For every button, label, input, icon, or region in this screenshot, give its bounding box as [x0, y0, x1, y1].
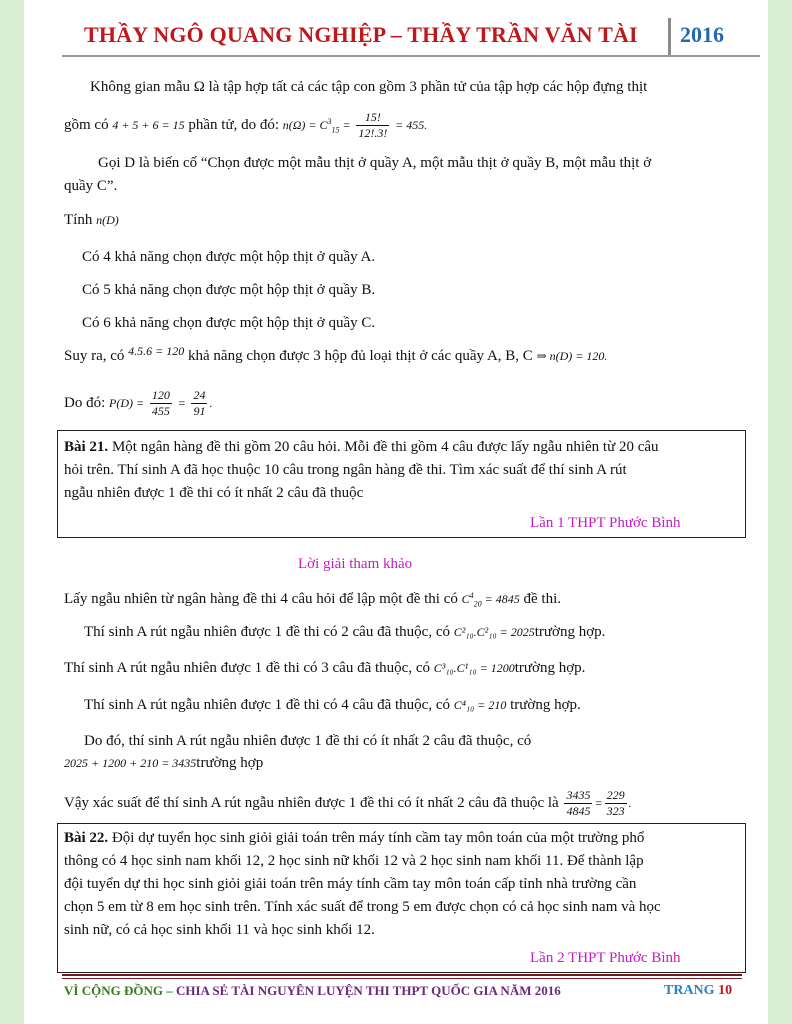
problem-label: Bài 22.: [64, 830, 109, 846]
problem-22-line2: thông có 4 học sinh nam khối 12, 2 học sinh nữ khối 12 và 2 học sinh nam khối 11. Để thành lập: [64, 853, 644, 869]
paragraph-product: [64, 345, 607, 367]
math-sum-total: 2025 + 1200 + 210 = 3435: [64, 756, 197, 770]
math-sum: 4 + 5 + 6 = 15: [112, 117, 185, 132]
fraction-denominator: 91: [193, 404, 206, 418]
page-label: TRANG: [664, 983, 715, 998]
fraction-denominator: 323: [606, 804, 625, 818]
text: Một ngân hàng đề thi gồm 20 câu hỏi. Mỗi đề thi gồm 4 câu được lấy ngẫu nhiên từ 20 câu: [111, 439, 659, 455]
text: Thí sinh A rút ngẫu nhiên được 1 đề thi có 3 câu đã thuộc, có: [64, 660, 430, 676]
fraction-229-323: [605, 788, 627, 819]
text: trường hợp: [196, 755, 264, 771]
solution-line6: [64, 752, 263, 774]
math-result: = 455.: [395, 117, 428, 132]
footer-page: [664, 983, 732, 999]
math-sub: 15: [331, 125, 340, 135]
math-sup: 3: [327, 116, 332, 126]
paragraph-compute-nd: [64, 209, 119, 231]
problem-21-line1: [64, 436, 659, 458]
footer-rule-top: [62, 974, 742, 976]
text: đề thi.: [523, 591, 561, 607]
problem-22-source: Lần 2 THPT Phước Bình: [530, 950, 681, 966]
fraction-numerator: 15!: [356, 110, 389, 126]
paragraph-sample-space-line1: Không gian mẫu Ω là tập hợp tất cả các tập con gồm 3 phần tử của tập hợp các hộp đựng thịt: [90, 79, 648, 95]
math-c-20-4: [461, 591, 520, 609]
fraction-numerator: 120: [151, 388, 170, 402]
math-c: C: [461, 592, 470, 606]
text: Suy ra, có: [64, 348, 125, 364]
footer-slogan-lead: VÌ CỘNG ĐỒNG –: [64, 983, 173, 998]
paragraph-counter-a: Có 4 khả năng chọn được một hộp thịt ở quầy A.: [82, 249, 376, 265]
fraction-numerator: 229: [606, 788, 625, 802]
text: trường hợp.: [514, 660, 586, 676]
text: Tính: [64, 212, 93, 228]
math-value: = 4845: [484, 592, 520, 606]
fraction-numerator: 3435: [566, 788, 591, 802]
problem-21-line2: hỏi trên. Thí sinh A đã học thuộc 10 câu trong ngân hàng đề thi. Tìm xác suất để thí sinh A rút: [64, 462, 627, 478]
solution-heading: Lời giải tham khảo: [298, 556, 413, 572]
footer-slogan-rest: CHIA SẺ TÀI NGUYÊN LUYỆN THI THPT QUỐC GIA NĂM 2016: [172, 983, 561, 998]
math-nd: n(D): [96, 213, 119, 227]
text: gồm có: [64, 116, 109, 133]
solution-line7: Vậy xác suất để thí sinh A rút ngẫu nhiên được 1 đề thi có ít nhất 2 câu đã thuộc là $\frac{3435}{4845}$ = $\frac{229}{323}$ .: [64, 788, 632, 818]
problem-22-line1: [64, 827, 644, 849]
footer-slogan: [64, 983, 561, 999]
header-rule: [62, 55, 760, 57]
fraction-3435-4845: [564, 788, 592, 819]
math-sup: 4: [469, 591, 474, 600]
paragraph-event-d-line2: quầy C”.: [64, 178, 118, 194]
problem-22-line4: chọn 5 em từ 8 em học sinh trên. Tính xác suất để trong 5 em được chọn có cả học sinh nam và học: [64, 899, 661, 915]
page-number: 10: [718, 983, 733, 998]
header-title: THẦY NGÔ QUANG NGHIỆP – THẦY TRẦN VĂN TÀI: [84, 22, 638, 47]
paragraph-counter-b: Có 5 khả năng chọn được một hộp thịt ở quầy B.: [82, 282, 376, 298]
math-nd-result: ⇒ n(D) = 120.: [536, 349, 608, 363]
text: Vậy xác suất để thí sinh A rút ngẫu nhiên được 1 đề thi có ít nhất 2 câu đã thuộc là: [64, 794, 559, 811]
text: Đội dự tuyển học sinh giỏi giải toán trên máy tính cầm tay môn toán của một trường phổ: [111, 830, 645, 846]
text: trường hợp.: [510, 697, 581, 713]
text: khả năng chọn được 3 hộp đủ loại thịt ở các quầy A, B, C: [188, 348, 533, 364]
problem-21-source: Lần 1 THPT Phước Bình: [530, 515, 681, 531]
math-pd: P(D) =: [109, 395, 145, 410]
solution-line1: [64, 585, 561, 615]
solution-line3: [64, 657, 585, 679]
text: Do đó:: [64, 394, 106, 411]
math-n: n(Ω) = C: [282, 117, 328, 132]
solution-line2: [84, 621, 605, 643]
fraction-combination: [356, 110, 389, 141]
problem-22-line5: sinh nữ, có cả học sinh khối 11 và học sinh khối 12.: [64, 922, 375, 938]
solution-line4: [84, 694, 581, 716]
header-separator: [668, 18, 671, 56]
problem-22-line3: đội tuyển dự thi học sinh giỏi giải toán trên máy tính cầm tay môn toán cấp tỉnh nhà trường cần: [64, 876, 637, 892]
math-sub: 20: [473, 599, 482, 609]
math-case-4: C⁴₁₀ = 210: [453, 698, 507, 712]
problem-21-line3: ngẫu nhiên được 1 đề thi có ít nhất 2 câu đã thuộc: [64, 485, 364, 501]
text: Thí sinh A rút ngẫu nhiên được 1 đề thi có 4 câu đã thuộc, có: [84, 697, 450, 713]
math-case-3: C³₁₀.C¹₁₀ = 1200: [433, 661, 515, 675]
fraction-numerator: 24: [193, 388, 206, 402]
math-product: 4.5.6 = 120: [128, 344, 185, 358]
paragraph-sample-space-line2: [64, 110, 427, 141]
text: phần tử, do đó:: [188, 116, 279, 133]
paragraph-event-d-line1: Gọi D là biến cố “Chọn được một mẫu thịt ở quầy A, một mẫu thịt ở quầy B, một mẫu thịt ở: [98, 155, 652, 171]
text: Lấy ngẫu nhiên từ ngân hàng đề thi 4 câu hỏi để lập một đề thi có: [64, 591, 458, 607]
problem-label: Bài 21.: [64, 439, 109, 455]
header-year: 2016: [680, 22, 724, 47]
math-case-2: C²₁₀.C²₁₀ = 2025: [453, 625, 535, 639]
fraction-24-91: [191, 388, 207, 419]
paragraph-probability-d: Do đó: P(D) = $\frac{120}{455}$ = $\frac{24}{91}$ .: [64, 388, 213, 418]
fraction-denominator: 455: [151, 404, 170, 418]
fraction-denominator: 12!.3!: [358, 126, 388, 140]
fraction-denominator: 4845: [566, 804, 591, 818]
text: Thí sinh A rút ngẫu nhiên được 1 đề thi có 2 câu đã thuộc, có: [84, 624, 450, 640]
footer-rule-bottom: [62, 978, 742, 979]
page-header: [84, 22, 744, 52]
fraction-120-455: [150, 388, 172, 419]
math-n-omega: $n(\Omega) = C^3_{15}$ =: [282, 116, 351, 135]
solution-line5: Do đó, thí sinh A rút ngẫu nhiên được 1 đề thi có ít nhất 2 câu đã thuộc, có: [84, 733, 532, 749]
paragraph-counter-c: Có 6 khả năng chọn được một hộp thịt ở quầy C.: [82, 315, 376, 331]
text: trường hợp.: [534, 624, 606, 640]
